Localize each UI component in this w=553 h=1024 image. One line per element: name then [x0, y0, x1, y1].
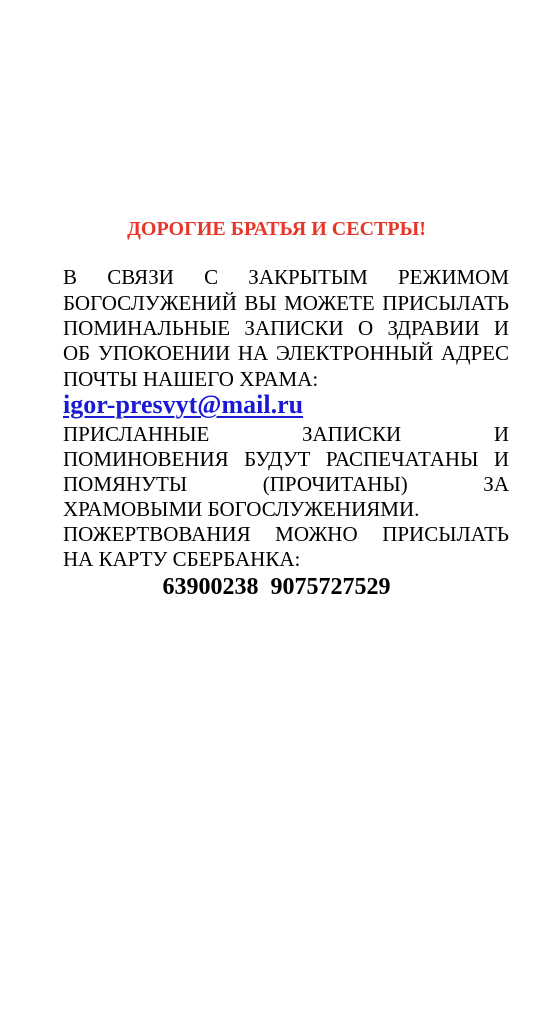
paragraph2-line-3: ПОМЯНУТЫ (ПРОЧИТАНЫ) ЗА	[63, 472, 509, 496]
email-link[interactable]: igor-presvyt@mail.ru	[63, 390, 304, 419]
paragraph1-line-2: БОГОСЛУЖЕНИЙ ВЫ МОЖЕТЕ ПРИСЫЛАТЬ	[63, 291, 509, 315]
paragraph2-line-1: ПРИСЛАННЫЕ ЗАПИСКИ И	[63, 422, 509, 446]
paragraph2-line-2: ПОМИНОВЕНИЯ БУДУТ РАСПЕЧАТАНЫ И	[63, 447, 509, 471]
paragraph2-line-4: ХРАМОВЫМИ БОГОСЛУЖЕНИЯМИ.	[63, 497, 420, 521]
notice-heading: ДОРОГИЕ БРАТЬЯ И СЕСТРЫ!	[127, 218, 426, 240]
paragraph3-line-1: ПОЖЕРТВОВАНИЯ МОЖНО ПРИСЫЛАТЬ	[63, 522, 509, 546]
paragraph1-line-4: ОБ УПОКОЕНИИ НА ЭЛЕКТРОННЫЙ АДРЕС	[63, 341, 509, 365]
paragraph1-line-5: ПОЧТЫ НАШЕГО ХРАМА:	[63, 367, 319, 391]
card-number: 63900238 9075727529	[162, 574, 391, 600]
paragraph1-line-3: ПОМИНАЛЬНЫЕ ЗАПИСКИ О ЗДРАВИИ И	[63, 316, 509, 340]
paragraph1-line-1: В СВЯЗИ С ЗАКРЫТЫМ РЕЖИМОМ	[63, 265, 509, 289]
paragraph3-line-2: НА КАРТУ СБЕРБАНКА:	[63, 547, 301, 571]
